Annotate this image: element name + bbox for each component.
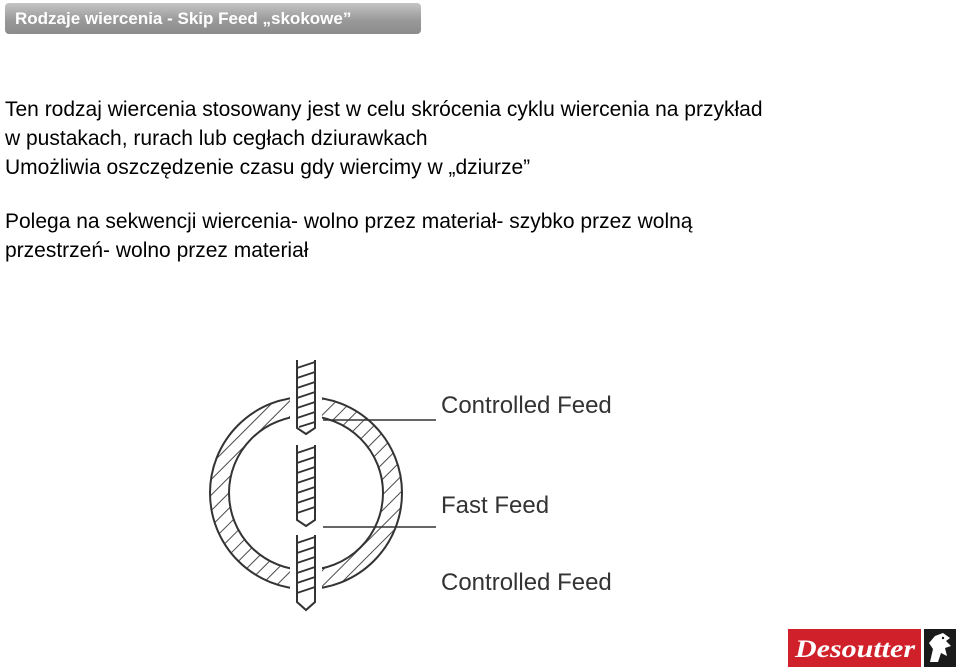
slide-title: Rodzaje wiercenia - Skip Feed „skokowe”: [15, 9, 352, 28]
label-fast-feed: Fast Feed: [441, 492, 550, 519]
paragraph-line-4: Polega na sekwencji wiercenia- wolno przez materiał- szybko przez wolną: [5, 210, 693, 233]
paragraph-line-1: Ten rodzaj wiercenia stosowany jest w celu skrócenia cyklu wiercenia na przykład: [5, 98, 763, 121]
body-text: [5, 95, 945, 265]
desoutter-logo: [788, 629, 956, 667]
slide-title-bar: [5, 3, 421, 34]
drill-bit: [297, 360, 315, 610]
paragraph-line-5: przestrzeń- wolno przez materiał: [5, 239, 309, 262]
skip-feed-diagram: [200, 350, 660, 630]
paragraph-line-3: Umożliwia oszczędzenie czasu gdy wiercimy w „dziurze”: [5, 156, 531, 179]
logo-wordmark: Desoutter: [793, 636, 916, 663]
paragraph-line-2: w pustakach, rurach lub cegłach dziurawkach: [5, 127, 428, 150]
label-controlled-feed-bottom: Controlled Feed: [441, 569, 612, 596]
label-controlled-feed-top: Controlled Feed: [441, 392, 612, 419]
